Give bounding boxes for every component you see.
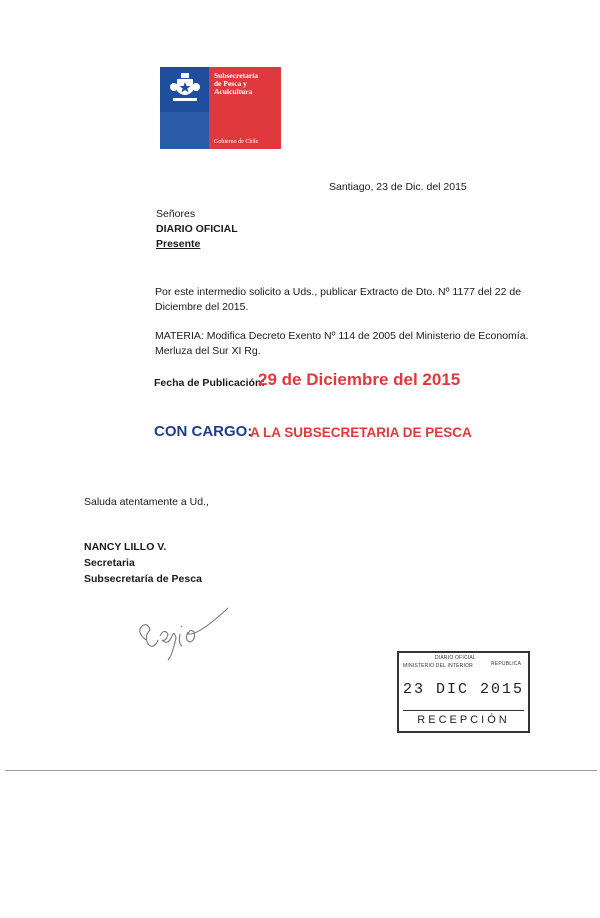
closing-salutation: Saluda atentamente a Ud., xyxy=(84,496,209,508)
body-paragraph-2-line-2: Merluza del Sur XI Rg. xyxy=(155,345,261,357)
body-paragraph-1-line-2: Diciembre del 2015. xyxy=(155,301,249,313)
stamp-date: 23 DIC 2015 xyxy=(402,681,525,698)
con-cargo-label: CON CARGO: xyxy=(154,423,253,440)
body-paragraph-2-line-1: MATERIA: Modifica Decreto Exento Nº 114 de 2005 del Ministerio de Economía. xyxy=(155,330,529,342)
logo-text-line3: Acuicultura xyxy=(214,87,253,96)
salutation: Señores xyxy=(156,208,196,220)
handwritten-signature-icon xyxy=(128,600,238,670)
stamp-reception-label: RECEPCIÓN xyxy=(417,714,510,726)
stamp-divider xyxy=(403,710,524,711)
coat-of-arms-icon xyxy=(167,71,203,107)
fecha-publicacion-value: 29 de Diciembre del 2015 xyxy=(258,370,461,389)
logo-text-line2: de Pesca y xyxy=(214,79,247,88)
con-cargo-value: A LA SUBSECRETARIA DE PESCA xyxy=(250,425,472,440)
letter-date: Santiago, 23 de Dic. del 2015 xyxy=(329,181,467,193)
body-paragraph-1-line-1: Por este intermedio solicito a Uds., publicar Extracto de Dto. Nº 1177 del 22 de xyxy=(155,286,522,298)
signatory-role: Secretaria xyxy=(84,557,135,569)
presente-label: Presente xyxy=(156,238,201,250)
recipient: DIARIO OFICIAL xyxy=(156,223,238,235)
stamp-diario-oficial: DIARIO OFICIAL xyxy=(435,655,476,661)
logo-gobierno-text: Gobierno de Chile xyxy=(214,139,259,145)
fecha-publicacion-label: Fecha de Publicación: xyxy=(154,377,265,389)
logo-blue-lower-block xyxy=(160,112,209,149)
signatory-organization: Subsecretaría de Pesca xyxy=(84,573,202,585)
logo-text-line1: Subsecretaría xyxy=(214,71,259,80)
stamp-ministerio: MINISTERIO DEL INTERIOR xyxy=(403,663,473,669)
gobierno-logo xyxy=(160,67,281,149)
stamp-republica: REPUBLICA xyxy=(491,661,522,667)
reception-stamp xyxy=(397,651,530,733)
page-bottom-divider xyxy=(5,770,597,771)
signatory-name: NANCY LILLO V. xyxy=(84,541,167,553)
